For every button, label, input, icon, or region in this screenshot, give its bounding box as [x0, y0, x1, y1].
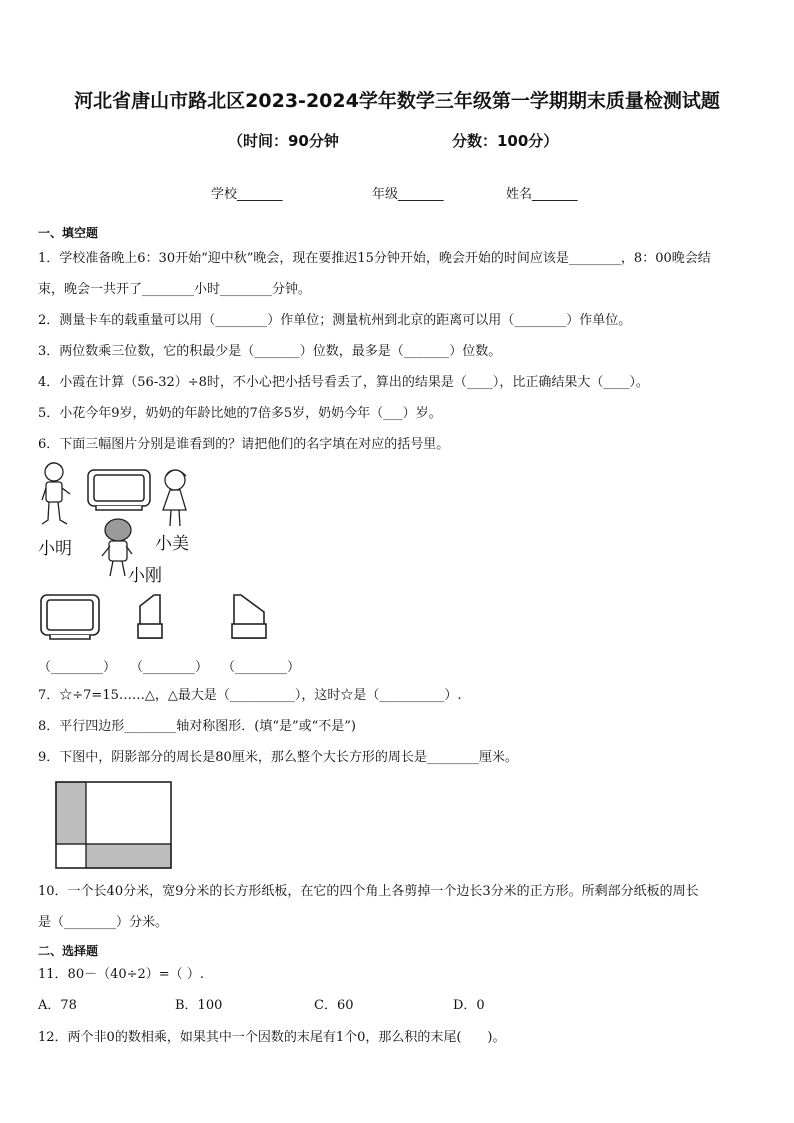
section-multiple-choice: 二、选择题 [38, 944, 99, 958]
question-1-line-1: 1．学校准备晚上6：30开始“迎中秋”晚会，现在要推迟15分钟开始，晚会开始的时间应该是________，8：00晚会结 [38, 251, 711, 266]
question-4: 4．小霞在计算（56-32）÷8时，不小心把小括号看丢了，算出的结果是（____），比正确结果大（____）。 [38, 375, 649, 390]
q6-answer-1[interactable]: （________） [38, 660, 117, 675]
exam-score: 分数：100分） [452, 132, 559, 150]
q11-option-c[interactable]: C．60 [314, 998, 354, 1013]
question-12: 12．两个非0的数相乘，如果其中一个因数的末尾有1个0，那么积的末尾( )。 [38, 1030, 506, 1045]
q6-answer-2[interactable]: （________） [130, 660, 209, 675]
label-xiaoming: 小明 [38, 539, 72, 559]
section-fill-blank: 一、填空题 [38, 226, 99, 240]
school-field: 学校_______ [211, 187, 283, 202]
q11-option-a[interactable]: A．78 [38, 998, 77, 1013]
q6-answer-3[interactable]: （________） [222, 660, 301, 675]
xiaomei-figure [163, 470, 186, 526]
question-10-line-1: 10．一个长40分米，宽9分米的长方形纸板，在它的四个角上各剪掉一个边长3分米的正方形。所剩部分纸板的周长 [38, 884, 699, 899]
question-10-line-2: 是（________）分米。 [38, 915, 169, 930]
question-2: 2．测量卡车的载重量可以用（________）作单位；测量杭州到北京的距离可以用（________）作单位。 [38, 313, 632, 328]
grade-field: 年级_______ [372, 187, 444, 202]
label-xiaomei: 小美 [155, 534, 189, 554]
question-9: 9．下图中，阴影部分的周长是80厘米，那么整个大长方形的周长是________厘米。 [38, 750, 518, 765]
question-3: 3．两位数乘三位数，它的积最少是（_______）位数，最多是（_______）位数。 [38, 344, 502, 359]
exam-time: （时间：90分钟 [228, 132, 339, 150]
question-1-line-2: 束，晚会一共开了________小时________分钟。 [38, 282, 312, 297]
children-tv-illustration [30, 458, 210, 583]
name-field: 姓名_______ [506, 187, 578, 202]
rectangle-shaded-figure [54, 780, 176, 872]
q11-option-b[interactable]: B．100 [175, 998, 223, 1013]
side-view-right [232, 595, 266, 638]
question-5: 5．小花今年9岁，奶奶的年龄比她的7倍多5岁，奶奶今年（___）岁。 [38, 406, 442, 421]
front-view-tv [41, 595, 99, 639]
question-11: 11．80－（40÷2）=（ ）. [38, 967, 204, 982]
tv-figure [88, 470, 150, 510]
three-views-illustration [38, 592, 278, 644]
label-xiaogang: 小刚 [128, 566, 162, 586]
xiaoming-figure [42, 463, 70, 524]
q11-option-d[interactable]: D．0 [453, 998, 485, 1013]
page-title: 河北省唐山市路北区2023-2024学年数学三年级第一学期期末质量检测试题 [74, 90, 720, 112]
side-view-left [138, 595, 162, 638]
question-8: 8．平行四边形________轴对称图形．(填“是”或“不是”) [38, 719, 356, 734]
question-7: 7．☆÷7=15……△，△最大是（__________），这时☆是（__________）. [38, 688, 462, 703]
question-6: 6．下面三幅图片分别是谁看到的？请把他们的名字填在对应的括号里。 [38, 437, 450, 452]
